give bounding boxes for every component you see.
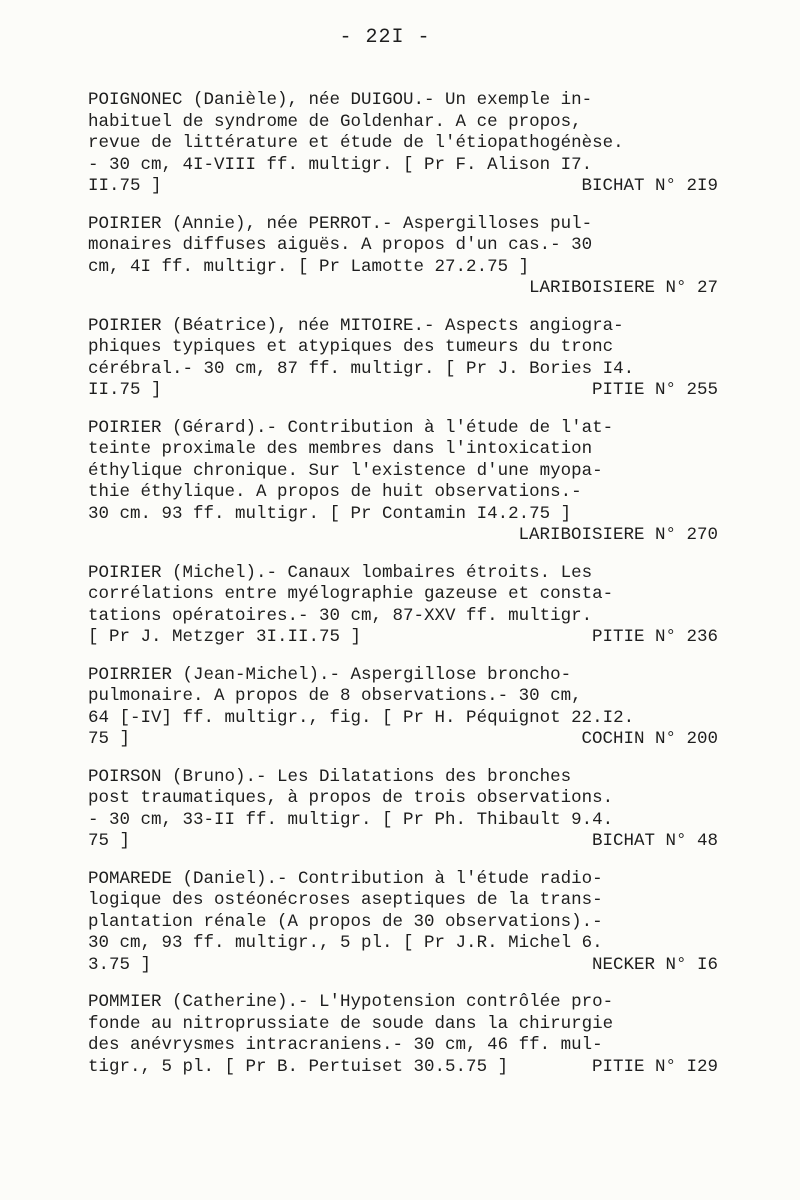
entry-line: revue de littérature et étude de l'étiopathogénèse. [88,133,624,153]
entry-location: NECKER N° I6 [591,954,718,975]
entry-line: logique des ostéonécroses aseptiques de la trans- [88,890,603,910]
list-item [88,869,718,977]
entry-location: PITIE N° 255 [591,380,718,400]
entry-line: éthylique chronique. Sur l'existence d'une myopa- [88,460,603,481]
entry-line: monaires diffuses aiguës. A propos d'un cas.- 30 [88,235,593,255]
entry-location: PITIE N° I29 [591,1056,718,1077]
entry-last-line [88,1057,718,1079]
list-item [88,418,718,547]
entry-last-line [88,176,718,198]
entry-location: PITIE N° 236 [591,627,718,647]
page-number: - 22I - [339,26,431,49]
list-item [88,214,718,300]
entry-line: [ Pr J. Metzger 3I.II.75 ] [88,627,362,647]
entry-line: POMAREDE (Daniel).- Contribution à l'étude radio- [88,868,603,889]
entry-location: COCHIN N° 200 [581,729,718,749]
list-item [88,563,718,649]
entry-line: 75 ] [88,831,131,851]
entry-line: plantation rénale (A propos de 30 observations).- [88,911,603,932]
entry-line: - 30 cm, 33-II ff. multigr. [ Pr Ph. Thibault 9.4. [88,809,614,830]
entry-line: POIRRIER (Jean-Michel).- Aspergillose broncho- [88,664,572,685]
entry-line: tations opératoires.- 30 cm, 87-XXV ff. multigr. [88,605,593,626]
entry-line: POMMIER (Catherine).- L'Hypotension contrôlée pro- [88,992,614,1012]
entry-line: corrélations entre myélographie gazeuse et consta- [88,584,614,604]
list-item [88,90,718,198]
entry-last-line [88,627,718,649]
entry-line: cérébral.- 30 cm, 87 ff. multigr. [ Pr J. Bories I4. [88,358,635,379]
entry-line: 64 [-IV] ff. multigr., fig. [ Pr H. Péquignot 22.I2. [88,707,635,728]
entry-line: habituel de syndrome de Goldenhar. A ce propos, [88,111,582,132]
entry-line: phiques typiques et atypiques des tumeurs du tronc [88,337,614,357]
entry-line: cm, 4I ff. multigr. [ Pr Lamotte 27.2.75 ] [88,256,530,277]
entry-location: BICHAT N° 48 [591,831,718,851]
entry-line: 3.75 ] [88,954,152,975]
entry-last-line [88,955,718,977]
entry-last-line [88,831,718,853]
entry-line: des anévrysmes intracraniens.- 30 cm, 46 ff. mul- [88,1035,603,1055]
entry-last-line [88,380,718,402]
entry-line: tigr., 5 pl. [ Pr B. Pertuiset 30.5.75 ] [88,1056,509,1077]
entry-line: fonde au nitroprussiate de soude dans la chirurgie [88,1013,614,1034]
entry-line: POIRIER (Michel).- Canaux lombaires étroits. Les [88,562,593,583]
entry-line: POIRIER (Béatrice), née MITOIRE.- Aspects angiogra- [88,315,624,336]
entry-line: pulmonaire. A propos de 8 observations.- 30 cm, [88,686,582,706]
entry-list [88,90,718,1094]
entry-line: II.75 ] [88,176,162,196]
list-item [88,665,718,751]
entry-line: thie éthylique. A propos de huit observations.- [88,482,582,502]
list-item [88,992,718,1078]
list-item [88,767,718,853]
list-item [88,316,718,402]
entry-line: POIRIER (Gérard).- Contribution à l'étude de l'at- [88,417,614,438]
entry-line: POIGNONEC (Danièle), née DUIGOU.- Un exemple in- [88,90,593,110]
entry-line: II.75 ] [88,380,162,400]
entry-line: 30 cm. 93 ff. multigr. [ Pr Contamin I4.2.75 ] [88,503,572,524]
entry-line: 30 cm, 93 ff. multigr., 5 pl. [ Pr J.R. Michel 6. [88,933,603,953]
entry-line: POIRIER (Annie), née PERROT.- Aspergilloses pul- [88,213,593,234]
entry-location: LARIBOISIERE N° 270 [518,525,718,545]
entry-line: - 30 cm, 4I-VIII ff. multigr. [ Pr F. Alison I7. [88,154,593,175]
entry-last-line [88,729,718,751]
entry-line: teinte proximale des membres dans l'intoxication [88,439,593,459]
entry-location: BICHAT N° 2I9 [581,176,718,196]
entry-line: 75 ] [88,729,131,749]
entry-location: LARIBOISIERE N° 27 [528,278,718,298]
entry-line: POIRSON (Bruno).- Les Dilatations des bronches [88,766,572,787]
entry-line: post traumatiques, à propos de trois observations. [88,788,614,808]
